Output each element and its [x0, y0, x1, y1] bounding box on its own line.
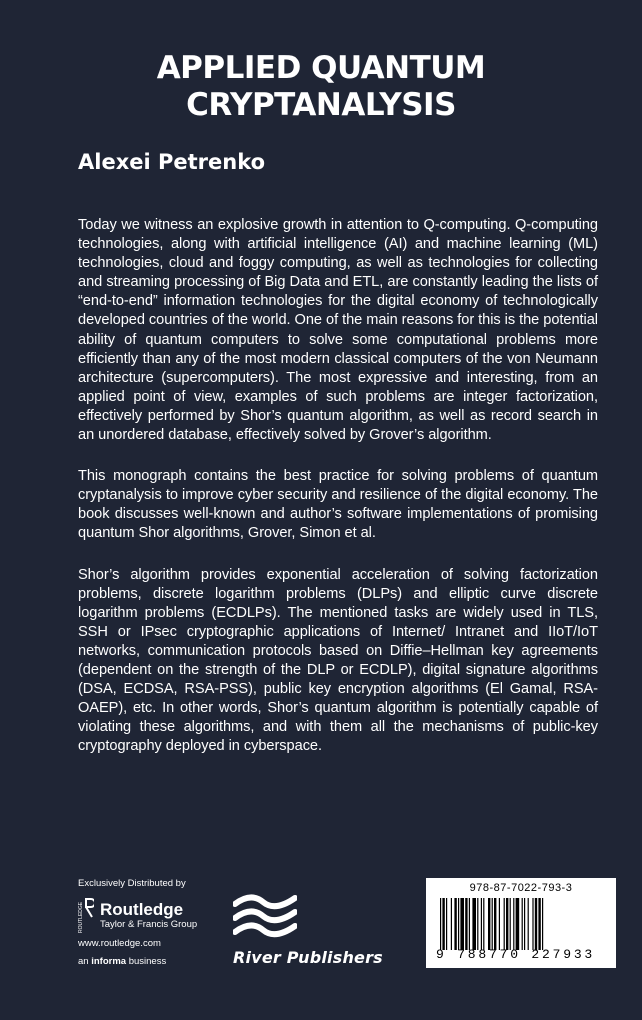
barcode-bar — [535, 898, 537, 950]
barcode-bar — [477, 898, 478, 950]
isbn-barcode — [426, 878, 616, 968]
barcode-bar — [442, 898, 444, 950]
barcode-bar — [492, 898, 493, 950]
barcode-bar — [506, 898, 508, 950]
informa-brand: informa — [91, 956, 127, 967]
barcode-bar — [458, 898, 459, 950]
routledge-name: Routledge — [100, 899, 184, 919]
author-name: Alexei Petrenko — [78, 150, 266, 174]
ean-digits: 9 788770 227933 — [436, 947, 596, 962]
barcode-bar — [528, 898, 529, 950]
barcode-bar — [465, 898, 467, 950]
routledge-mark-icon — [78, 895, 94, 935]
blurb — [78, 216, 598, 778]
blurb-paragraph-3: Shor’s algorithm provides exponential acceleration of solving factorization problems, discrete logarithm problems (DLPs) and elliptic curve discrete logarithm problems (ECDLPs). The mentioned tasks are widely used in TLS, SSH or IPsec cryptographic applications of Internet/ Intranet and IIoT/IoT networks, communication protocols based on Diffie–Hellman key agreements (dependent on the strength of the DLP or ECDLP), digital signature algorithms (DSA, ECDSA, RSA-PSS), public key encryption algorithms (El Gamal, RSA-OAEP), etc. In other words, Shor’s quantum algorithm is potentially capable of violating these algorithms, and with them all the mechanisms of public-key cryptography deployed in cyberspace. — [78, 566, 598, 755]
routledge-url: www.routledge.com — [78, 938, 161, 949]
barcode-bar — [472, 898, 476, 950]
barcode-bar — [504, 898, 505, 950]
informa-suffix: business — [128, 956, 167, 967]
river-waves-icon — [233, 890, 297, 942]
barcode-bar — [510, 898, 511, 950]
barcode-bar — [494, 898, 496, 950]
distributor-block — [78, 878, 248, 967]
barcode-bar — [524, 898, 525, 950]
informa-prefix: an — [78, 956, 89, 967]
barcode-bar — [481, 898, 482, 950]
barcode-bars-icon — [440, 898, 610, 950]
barcode-bar — [538, 898, 540, 950]
barcode-bar — [522, 898, 523, 950]
barcode-bar — [446, 898, 447, 950]
informa-line — [78, 956, 248, 967]
river-publishers-name: River Publishers — [233, 948, 383, 967]
barcode-bar — [451, 898, 452, 950]
title-line-1: APPLIED QUANTUM — [156, 50, 486, 86]
isbn-number: 978-87-7022-793-3 — [469, 882, 573, 894]
barcode-bar — [516, 898, 520, 950]
barcode-bar — [469, 898, 470, 950]
barcode-bar — [513, 898, 514, 950]
title-line-2: CRYPTANALYSIS — [186, 87, 456, 123]
blurb-paragraph-1: Today we witness an explosive growth in attention to Q-computing. Q-computing technologies, along with artificial intelligence (AI) and machine learning (ML) technologies, cloud and foggy computing, as well as technologies for collecting and streaming processing of Big Data and ETL, are constantly leading the lists of “end-to-end” information technologies for the digital economy of technologically developed countries of the world. One of the main reasons for this is the potential ability of quantum computers to solve some computational problems more efficiently than any of the most modern classical computers of the von Neumann architecture (supercomputers). The most expressive and interesting, from an applied point of view, examples of such problems are integer factorization, effectively performed by Shor’s quantum algorithm, as well as record search in an unordered database, effectively solved by Grover’s algorithm. — [78, 217, 598, 444]
blurb-paragraph-2: This monograph contains the best practice for solving problems of quantum cryptanalysis to improve cyber security and resilience of the digital economy. The book discusses well-known and author’s software implementations of promising quantum Shor algorithms, Grover, Simon et al. — [78, 468, 598, 542]
barcode-bar — [483, 898, 484, 950]
barcode-bar — [454, 898, 456, 950]
distributor-label: Exclusively Distributed by — [78, 878, 186, 889]
barcode-bar — [440, 898, 441, 950]
barcode-bar — [499, 898, 500, 950]
river-publishers-logo — [233, 890, 393, 967]
routledge-logo — [78, 895, 248, 935]
barcode-bar — [532, 898, 533, 950]
barcode-bar — [488, 898, 490, 950]
barcode-bar — [542, 898, 543, 950]
barcode-bar — [460, 898, 464, 950]
book-title — [0, 50, 642, 124]
routledge-vertical-text: ROUTLEDGE — [78, 901, 84, 933]
routledge-group: Taylor & Francis Group — [100, 918, 198, 930]
